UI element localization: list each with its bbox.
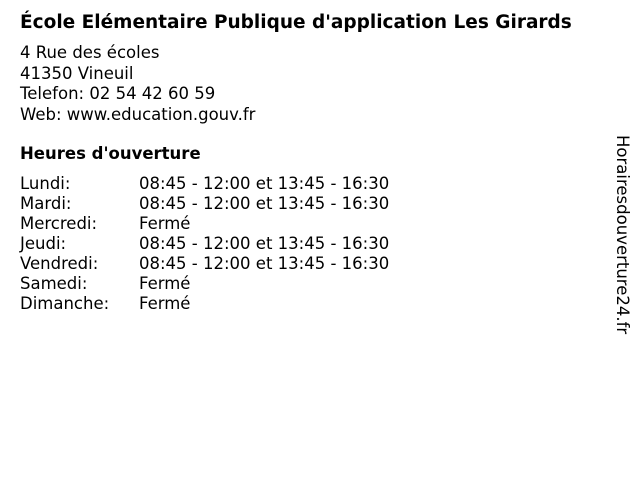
- day-label: Samedi:: [20, 274, 88, 293]
- day-hours: 08:45 - 12:00 et 13:45 - 16:30: [139, 194, 390, 213]
- day-label: Lundi:: [20, 174, 71, 193]
- hours-row-sunday: [20, 294, 389, 314]
- page-title: École Elémentaire Publique d'application Les Girards: [20, 12, 572, 33]
- hours-row-wednesday: [20, 214, 389, 234]
- day-hours: 08:45 - 12:00 et 13:45 - 16:30: [139, 174, 390, 193]
- hours-row-friday: [20, 254, 389, 274]
- hours-row-tuesday: [20, 194, 389, 214]
- hours-row-saturday: [20, 274, 389, 294]
- hours-heading: Heures d'ouverture: [20, 144, 201, 163]
- day-hours: 08:45 - 12:00 et 13:45 - 16:30: [139, 234, 390, 253]
- day-hours: Fermé: [139, 274, 191, 293]
- day-hours: Fermé: [139, 294, 191, 313]
- website: Web: www.education.gouv.fr: [20, 104, 256, 124]
- day-label: Mardi:: [20, 194, 72, 213]
- day-hours: Fermé: [139, 214, 191, 233]
- city-postal: 41350 Vineuil: [20, 63, 134, 83]
- day-label: Vendredi:: [20, 254, 99, 273]
- hours-row-monday: [20, 174, 389, 194]
- street-address: 4 Rue des écoles: [20, 43, 160, 62]
- hours-table: [20, 174, 389, 314]
- address-block: [20, 43, 255, 125]
- hours-row-thursday: [20, 234, 389, 254]
- phone-number: Telefon: 02 54 42 60 59: [20, 84, 216, 103]
- watermark: Horairesdouverture24.fr: [613, 135, 632, 335]
- day-hours: 08:45 - 12:00 et 13:45 - 16:30: [139, 254, 390, 273]
- day-label: Mercredi:: [20, 214, 98, 233]
- day-label: Jeudi:: [20, 234, 67, 253]
- day-label: Dimanche:: [20, 294, 110, 313]
